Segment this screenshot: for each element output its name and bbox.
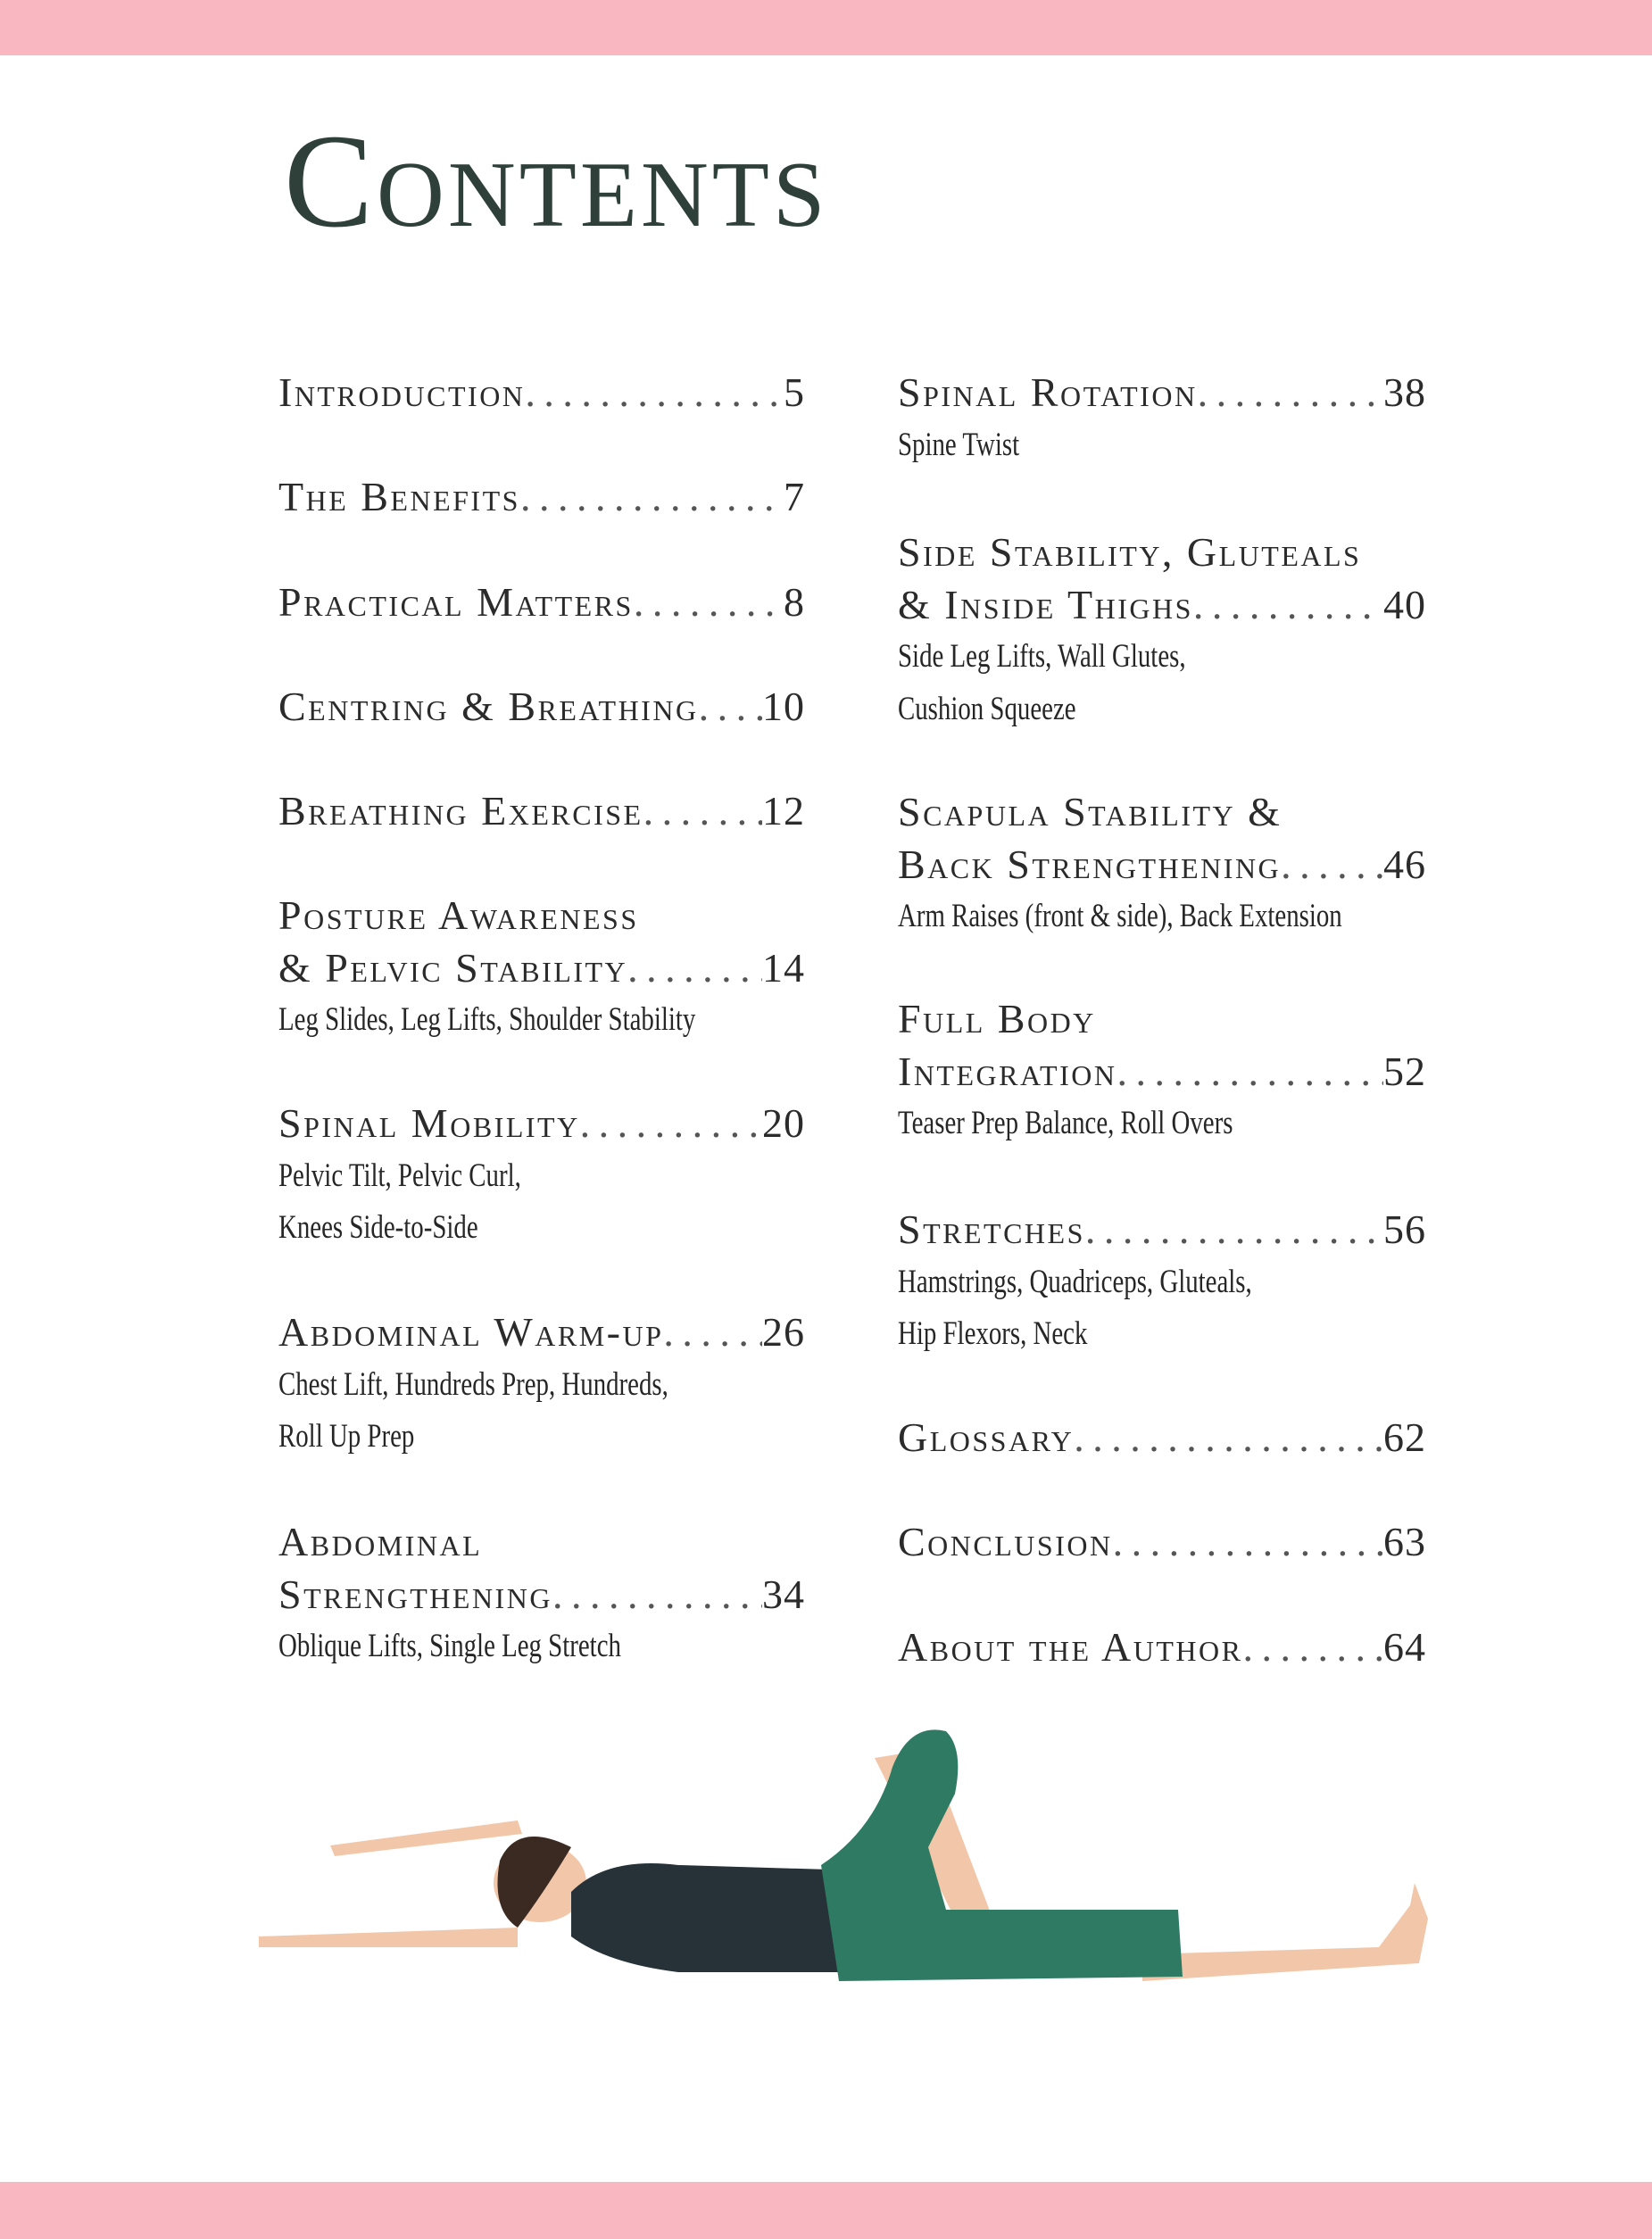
toc-subtopics: Leg Slides, Leg Lifts, Shoulder Stability: [278, 1001, 696, 1038]
toc-heading: Practical Matters: [278, 579, 634, 625]
dot-leader: [525, 367, 784, 419]
toc-entry[interactable]: [898, 527, 1426, 735]
toc-subtopic-line: [898, 1308, 1426, 1361]
page-number: 10: [762, 684, 805, 729]
toc-heading-line: [278, 785, 805, 838]
toc-heading-line: [898, 1204, 1426, 1256]
toc-entry[interactable]: [278, 1098, 805, 1255]
dot-leader: [1074, 1412, 1383, 1464]
toc-entry[interactable]: [278, 471, 805, 524]
page-number: 40: [1383, 581, 1426, 627]
toc-subtopic-line: [278, 1411, 805, 1464]
toc-subtopic-line: [898, 1098, 1426, 1150]
toc-subtopics: Side Leg Lifts, Wall Glutes,: [898, 638, 1186, 675]
toc-subtopic-line: [898, 684, 1426, 736]
toc-heading-line: [898, 1046, 1426, 1099]
dot-leader: [1198, 367, 1383, 419]
toc-subtopics: Hip Flexors, Neck: [898, 1315, 1088, 1352]
toc-heading-line: [898, 367, 1426, 419]
toc-heading-line: [898, 993, 1426, 1046]
toc-heading-line: [278, 1098, 805, 1150]
toc-entry[interactable]: [898, 1516, 1426, 1569]
toc-heading-line: [898, 839, 1426, 891]
toc-heading: Back Strengthening: [898, 841, 1282, 887]
page-number: 46: [1383, 841, 1426, 887]
page-number: 26: [762, 1309, 805, 1355]
toc-entry[interactable]: [278, 785, 805, 838]
page-number: 14: [762, 944, 805, 991]
toc-heading: Abdominal: [278, 1519, 483, 1564]
toc-subtopics: Knees Side-to-Side: [278, 1209, 478, 1246]
toc-heading: Spinal Rotation: [898, 369, 1198, 415]
page-title: Contents: [284, 107, 829, 255]
toc-heading: Abdominal Warm-up: [278, 1309, 664, 1355]
dot-leader: [1113, 1516, 1383, 1569]
toc-subtopic-line: [278, 1359, 805, 1412]
toc-heading: Breathing Exercise: [278, 788, 643, 833]
toc-heading-line: [278, 576, 805, 629]
toc-heading-line: [898, 786, 1426, 839]
page-number: 12: [762, 788, 805, 833]
toc-entry[interactable]: [898, 1412, 1426, 1464]
page-number: 7: [784, 474, 805, 519]
toc-heading: Centring & Breathing: [278, 684, 699, 729]
dot-leader: [643, 785, 762, 838]
toc-heading-line: [278, 1569, 805, 1621]
toc-subtopics: Oblique Lifts, Single Leg Stretch: [278, 1628, 621, 1664]
toc-heading: Conclusion: [898, 1519, 1113, 1564]
toc-heading-line: [898, 1516, 1426, 1569]
toc-heading-line: [898, 1621, 1426, 1674]
page-number: 64: [1383, 1624, 1426, 1670]
toc-heading: About the Author: [898, 1624, 1243, 1670]
toc-subtopics: Arm Raises (front & side), Back Extension: [898, 898, 1342, 934]
toc-entry[interactable]: [898, 1621, 1426, 1674]
pilates-woman-illustration: [250, 1713, 1428, 2008]
toc-heading-line: [278, 367, 805, 419]
toc-entry[interactable]: [278, 1516, 805, 1673]
page-number: 56: [1383, 1207, 1426, 1252]
toc-subtopics: Roll Up Prep: [278, 1418, 415, 1455]
toc-subtopics: Cushion Squeeze: [898, 690, 1076, 727]
toc-heading: The Benefits: [278, 474, 520, 519]
toc-subtopic-line: [278, 994, 805, 1047]
toc-heading-line: [278, 471, 805, 524]
dot-leader: [580, 1098, 762, 1150]
toc-entry[interactable]: [278, 1306, 805, 1464]
dot-leader: [552, 1569, 762, 1621]
toc-heading: Stretches: [898, 1207, 1085, 1252]
leggings: [821, 1729, 1183, 1981]
toc-subtopics: Chest Lift, Hundreds Prep, Hundreds,: [278, 1365, 668, 1403]
toc-heading: Glossary: [898, 1414, 1075, 1460]
toc-heading-line: [278, 681, 805, 734]
toc-subtopic-line: [898, 631, 1426, 684]
page-number: 34: [762, 1571, 805, 1617]
toc-heading: Integration: [898, 1048, 1117, 1094]
toc-heading: Spinal Mobility: [278, 1100, 580, 1146]
toc-heading-line: [278, 1306, 805, 1359]
dot-leader: [634, 576, 784, 629]
toc-subtopics: Teaser Prep Balance, Roll Overs: [898, 1105, 1233, 1141]
toc-heading: Full Body: [898, 996, 1096, 1041]
toc-heading: Side Stability, Gluteals: [898, 529, 1362, 575]
toc-entry[interactable]: [278, 576, 805, 629]
toc-heading: Strengthening: [278, 1571, 552, 1617]
toc-entry[interactable]: [278, 367, 805, 419]
toc-subtopic-line: [898, 891, 1426, 943]
toc-heading: Posture Awareness: [278, 892, 639, 938]
toc-entry[interactable]: [898, 367, 1426, 471]
dot-leader: [663, 1306, 762, 1359]
toc-heading-line: [898, 527, 1426, 579]
dot-leader: [1281, 839, 1383, 891]
page-number: 20: [762, 1100, 805, 1146]
toc-entry[interactable]: [278, 681, 805, 734]
toc-subtopics: Spine Twist: [898, 426, 1020, 463]
dot-leader: [627, 942, 762, 995]
page-number: 52: [1383, 1048, 1426, 1094]
toc-subtopic-line: [898, 1256, 1426, 1309]
bottom-pink-band: [0, 2182, 1652, 2239]
toc-subtopic-line: [898, 419, 1426, 472]
toc-subtopic-line: [278, 1150, 805, 1203]
dot-leader: [1193, 579, 1383, 632]
toc-heading-line: [898, 579, 1426, 632]
toc-subtopic-line: [278, 1202, 805, 1255]
toc-entry[interactable]: [898, 993, 1426, 1150]
toc-heading: Scapula Stability &: [898, 789, 1283, 834]
toc-heading-line: [278, 942, 805, 995]
toc-heading-line: [278, 1516, 805, 1569]
top-pink-band: [0, 0, 1652, 55]
leotard: [571, 1863, 839, 1972]
dot-leader: [520, 471, 784, 524]
page-number: 63: [1383, 1519, 1426, 1564]
dot-leader: [1117, 1046, 1383, 1099]
toc-entry[interactable]: [898, 1204, 1426, 1361]
dot-leader: [1242, 1621, 1383, 1674]
toc-subtopic-line: [278, 1621, 805, 1673]
toc-heading: & Pelvic Stability: [278, 944, 628, 991]
toc-subtopics: Hamstrings, Quadriceps, Gluteals,: [898, 1263, 1252, 1300]
toc-heading: Introduction: [278, 369, 526, 415]
page-number: 38: [1383, 369, 1426, 415]
toc-entry[interactable]: [278, 890, 805, 1047]
toc-subtopics: Pelvic Tilt, Pelvic Curl,: [278, 1157, 521, 1194]
toc-heading-line: [278, 890, 805, 942]
toc-entry[interactable]: [898, 786, 1426, 943]
toc-heading: & Inside Thighs: [898, 581, 1193, 627]
toc-heading-line: [898, 1412, 1426, 1464]
dot-leader: [1085, 1204, 1383, 1256]
page-number: 8: [784, 579, 805, 625]
page-number: 62: [1383, 1414, 1426, 1460]
dot-leader: [699, 681, 762, 734]
page-number: 5: [784, 369, 805, 415]
